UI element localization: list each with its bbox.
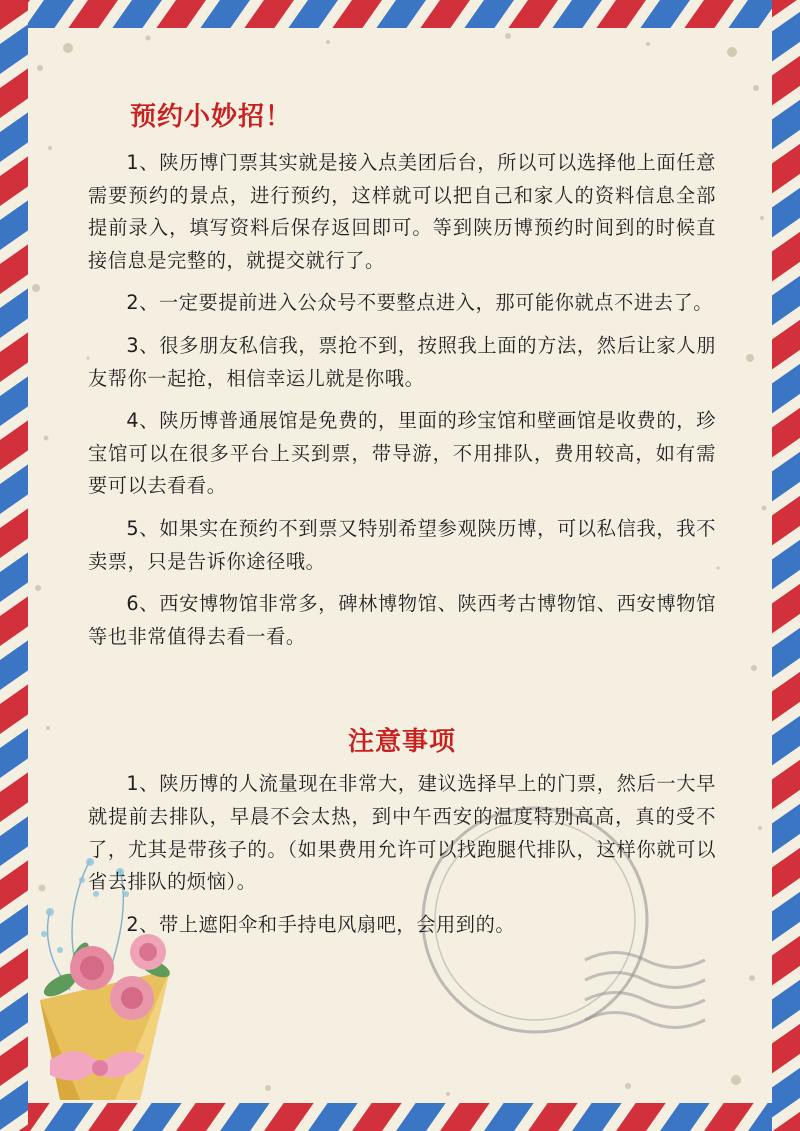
section-title-tips: 预约小妙招！ [130, 102, 293, 132]
tip-paragraph: 4、陕历博普通展馆是免费的，里面的珍宝馆和壁画馆是收费的，珍宝馆可以在很多平台上买到票，带导游，不用排队，费用较高，如有需要可以去看看。 [88, 409, 716, 498]
tip-paragraph: 6、西安博物馆非常多，碑林博物馆、陕西考古博物馆、西安博物馆等也非常值得去看一看。 [88, 592, 716, 648]
note-paragraph: 1、陕历博的人流量现在非常大，建议选择早上的门票，然后一大早就提前去排队，早晨不会太热，到中午西安的温度特别高高，真的受不了，尤其是带孩子的。（如果费用允许可以找跑腿代排队，这样你就可以省去排队的烦恼）。 [88, 772, 716, 894]
note-paragraph: 2、带上遮阳伞和手持电风扇吧，会用到的。 [126, 912, 516, 936]
letter-content [88, 96, 716, 951]
section-title-notes: 注意事项 [347, 727, 456, 758]
tip-paragraph: 3、很多朋友私信我，票抢不到，按照我上面的方法，然后让家人朋友帮你一起抢，相信幸运儿就是你哦。 [88, 333, 716, 390]
tip-paragraph: 1、陕历博门票其实就是接入点美团后台，所以可以选择他上面任意需要预约的景点，进行预约，这样就可以把自己和家人的资料信息全部提前录入，填写资料后保存返回即可。等到陕历博预约时间到的时候直接信息是完整的，就提交就行了。 [88, 151, 716, 272]
tip-paragraph: 5、如果实在预约不到票又特别希望参观陕历博，可以私信我，我不卖票，只是告诉你途径哦。 [88, 516, 716, 573]
tip-paragraph: 2、一定要提前进入公众号不要整点进入，那可能你就点不进去了。 [126, 291, 714, 315]
